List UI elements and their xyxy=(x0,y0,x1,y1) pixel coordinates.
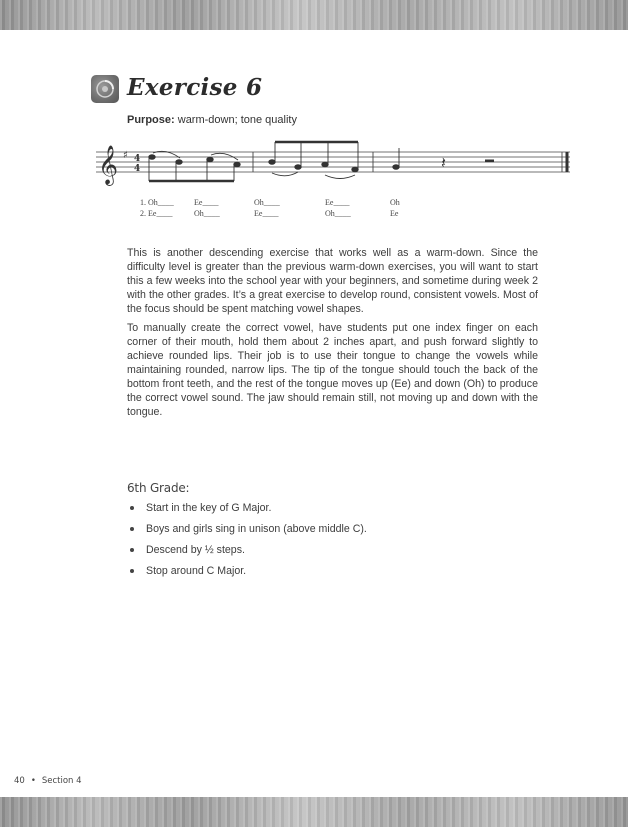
page-number: 40 xyxy=(14,776,25,786)
exercise-title: Exercise 6 xyxy=(127,74,263,101)
lyric-syllable: Oh____ xyxy=(194,209,220,218)
measure-2 xyxy=(269,142,358,179)
bullet-item: Boys and girls sing in unison (above middle C). xyxy=(127,522,367,543)
purpose-label: Purpose: xyxy=(127,114,175,126)
treble-clef-icon: 𝄞 xyxy=(98,145,119,185)
lyric-row-2 xyxy=(140,209,440,220)
lyric-syllable: Oh xyxy=(390,198,400,207)
lyric-row-1 xyxy=(140,198,440,209)
grade-heading: 6th Grade: xyxy=(127,481,190,495)
lyrics-block xyxy=(140,198,440,220)
lyric-syllable: 2. Ee____ xyxy=(140,209,173,218)
purpose-text: warm-down; tone quality xyxy=(177,114,297,126)
lyric-syllable: Ee____ xyxy=(194,198,219,207)
purpose-line xyxy=(127,114,297,126)
bullet-item: Descend by ½ steps. xyxy=(127,543,367,564)
top-decorative-band xyxy=(0,0,628,30)
paragraph: To manually create the correct vowel, have students put one index finger on each corner of their mouth, hold them about 2 inches apart, and push forward slightly to achieve rounded lips. Their job is to use their tongue to change the vowels while maintaining rounded, narrow lips. The tip of the tongue should touch the back of the bottom front teeth, and the rest of the tongue moves up (Ee) and down (Oh) to produce the correct vowel sound. The jaw should remain still, not moving up and down with the tongue. xyxy=(127,322,538,418)
measure-1 xyxy=(149,151,240,181)
footer-separator: • xyxy=(30,776,36,786)
time-signature: 4 xyxy=(134,154,141,164)
section-label: Section 4 xyxy=(41,776,82,786)
music-staff xyxy=(96,140,576,192)
lyric-syllable: Ee____ xyxy=(254,209,279,218)
lyric-syllable: 1. Oh____ xyxy=(140,198,174,207)
body-text xyxy=(127,246,538,424)
lyric-syllable: Oh____ xyxy=(254,198,280,207)
bottom-decorative-band xyxy=(0,797,628,827)
lyric-syllable: Ee xyxy=(390,209,399,218)
bullet-item: Start in the key of G Major. xyxy=(127,501,367,522)
page-footer xyxy=(14,776,82,786)
lyric-syllable: Oh____ xyxy=(325,209,351,218)
sharp-icon: ♯ xyxy=(123,150,128,161)
half-rest-icon xyxy=(485,160,494,163)
quarter-rest-icon: 𝄽 xyxy=(441,153,446,172)
lyric-syllable: Ee____ xyxy=(325,198,350,207)
svg-text:4: 4 xyxy=(134,164,141,174)
paragraph: This is another descending exercise that works well as a warm-down. Since the difficulty level is greater than the previous warm-down exercises, you will want to start this a few weeks into the school year with your beginners, and sometime during week 2 with the other grades. It’s a great exercise to develop round, consistent vowels. Most of the focus should be spent matching vowel shapes. xyxy=(127,247,538,315)
grade-bullet-list xyxy=(127,501,367,585)
bullet-item: Stop around C Major. xyxy=(127,564,367,585)
exercise-badge-icon xyxy=(91,75,119,103)
measure-3 xyxy=(393,148,399,169)
